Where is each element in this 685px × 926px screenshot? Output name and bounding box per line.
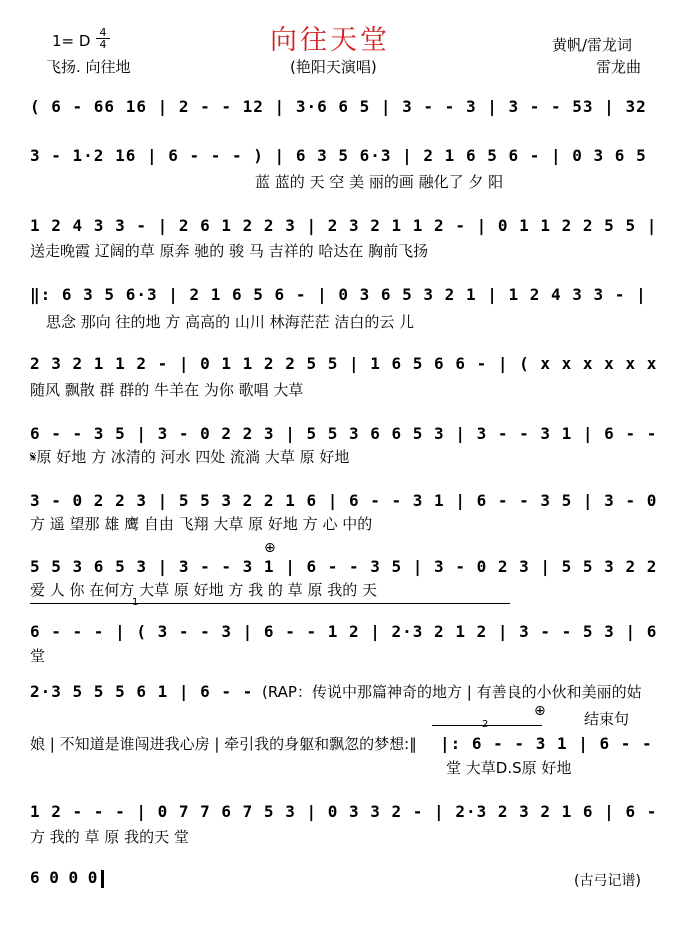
- volta-1-label: 1: [132, 597, 139, 608]
- lyric-line-2: 送走晚霞 辽阔的草 原奔 驰的 骏 马 吉祥的 哈达在 胸前飞扬: [30, 242, 429, 260]
- volta-1-bracket: [30, 603, 510, 604]
- lyric-line-5: 𝄋原 好地 方 冰清的 河水 四处 流淌 大草 原 好地: [30, 448, 350, 466]
- notation-row-9: 6 - - - | ( 3 - - 3 | 6 - - 1 2 | 2·3 2 1 2 | 3 - - 5 3 | 6: [30, 622, 658, 641]
- notation-row-4: ‖: 6 3 5 6·3 | 2 1 6 5 6 - | 0 3 6 5 3 2 1 | 1 2 4 3 3 - |: [30, 285, 647, 304]
- composer: 雷龙曲: [596, 58, 642, 76]
- lyric-line-6: 方 遥 望那 雄 鹰 自由 飞翔 大草 原 好地 方 心 中的: [30, 515, 373, 533]
- time-signature: [96, 27, 110, 50]
- notation-row-12: 1 2 - - - | 0 7 7 6 7 5 3 | 0 3 3 2 - | 2·3 2 3 2 1 6 | 6 -: [30, 802, 658, 821]
- meter-bottom: 4: [96, 38, 110, 50]
- final-measure: [30, 868, 104, 888]
- notation-row-1: ( 6 - 66 16 | 2 - - 12 | 3·6 6 5 | 3 - - 3 | 3 - - 53 | 32: [30, 97, 647, 116]
- notation-row-2: 3 - 1·2 16 | 6 - - - ) | 6 3 5 6·3 | 2 1 6 5 6 - | 0 3 6 5: [30, 146, 647, 165]
- final-notes: 6 0 0 0: [30, 868, 98, 887]
- rap-line-1: (RAP：传说中那篇神奇的地方 | 有善良的小伙和美丽的姑: [262, 683, 642, 701]
- notation-row-3: 1 2 4 3 3 - | 2 6 1 2 2 3 | 2 3 2 1 1 2 - | 0 1 1 2 2 5 5 |: [30, 216, 658, 235]
- lyric-line-1: 蓝 蓝的 天 空 美 丽的画 融化了 夕 阳: [255, 173, 504, 191]
- coda-sign: ⊕: [264, 540, 276, 556]
- notation-row-6: 6 - - 3 5 | 3 - 0 2 2 3 | 5 5 3 6 6 5 3 | 3 - - 3 1 | 6 - -: [30, 424, 658, 443]
- notation-row-7: 3 - 0 2 2 3 | 5 5 3 2 2 1 6 | 6 - - 3 1 | 6 - - 3 5 | 3 - 0: [30, 491, 658, 510]
- lyricist: 黄帆/雷龙词: [552, 36, 633, 54]
- lyric-line-3: 思念 那向 往的地 方 高高的 山川 林海茫茫 洁白的云 儿: [46, 313, 415, 331]
- notation-row-10: 2·3 5 5 5 6 1 | 6 - -: [30, 682, 254, 701]
- rap-line-2: 娘 | 不知道是谁闯进我心房 | 牵引我的身躯和飘忽的梦想:‖: [30, 735, 417, 753]
- song-title: 向往天堂: [270, 25, 390, 56]
- coda-sign-2: ⊕: [534, 703, 546, 719]
- notation-row-8: 5 5 3 6 5 3 | 3 - - 3 1 | 6 - - 3 5 | 3 - 0 2 3 | 5 5 3 2 2: [30, 557, 658, 576]
- key-signature: 1= D: [52, 32, 91, 50]
- meter-top: 4: [99, 26, 107, 39]
- lyric-line-9: 堂 大草D.S原 好地: [446, 759, 572, 777]
- volta-2-label: 2: [482, 719, 489, 730]
- transcriber-credit: (古弓记谱): [574, 873, 641, 889]
- subtitle: 飞扬. 向往地: [46, 58, 131, 76]
- lyric-line-10: 方 我的 草 原 我的天 堂: [30, 828, 189, 846]
- lyric-line-7: 爱 人 你 在何方 大草 原 好地 方 我 的 草 原 我的 天: [30, 581, 377, 599]
- notation-row-11: |: 6 - - 3 1 | 6 - -: [440, 734, 653, 753]
- lyric-line-4: 随风 飘散 群 群的 牛羊在 为你 歌唱 大草: [30, 381, 304, 399]
- singer: (艳阳天演唱): [290, 58, 377, 76]
- notation-row-5: 2 3 2 1 1 2 - | 0 1 1 2 2 5 5 | 1 6 5 6 6 - | ( x x x x x x: [30, 354, 658, 373]
- lyric-line-8: 堂: [30, 647, 46, 665]
- final-barline: [101, 870, 104, 888]
- ending-label: 结束句: [584, 710, 630, 728]
